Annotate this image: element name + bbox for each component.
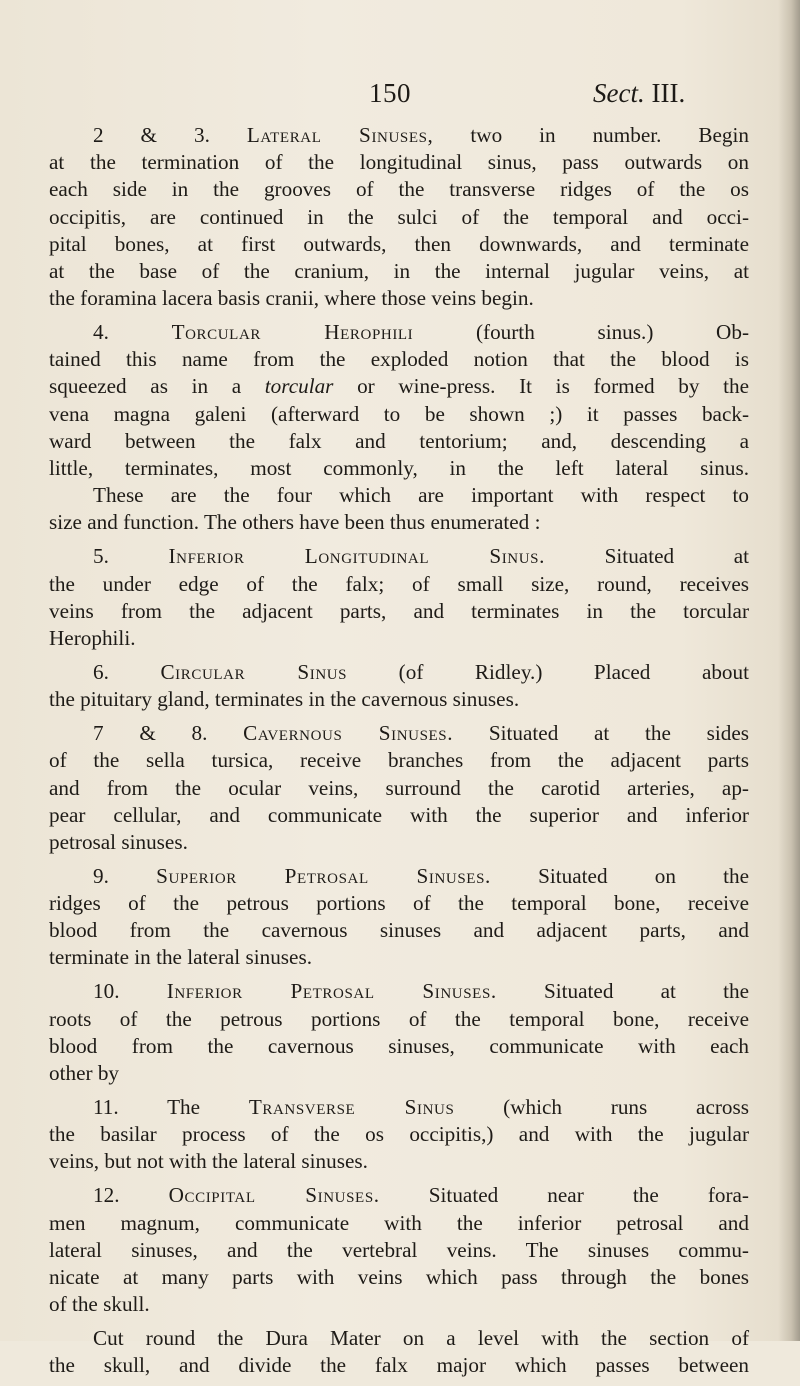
text-line: the pituitary gland, terminates in the cavernous sinuses. <box>49 687 520 712</box>
text-line: blood from the cavernous sinuses and adjacent parts, and <box>49 918 749 943</box>
text-line: squeezed as in a torcular or wine-press. It is formed by the <box>49 374 750 399</box>
text-line: of the sella tursica, receive branches from the adjacent parts <box>49 748 749 773</box>
section-reference <box>593 78 685 109</box>
text-line <box>49 319 749 346</box>
text-line: men magnum, communicate with the inferior petrosal and <box>49 1210 749 1235</box>
line-text: Situated near the fora- <box>379 1183 749 1208</box>
entry-heading: Inferior Petrosal Sinuses. <box>166 979 497 1004</box>
line-text: (which runs across <box>454 1094 749 1119</box>
paragraph-superior-petrosal-sinuses <box>49 863 749 972</box>
entry-number: 2 & 3. <box>93 123 210 147</box>
text-line: pear cellular, and communicate with the superior and inferior <box>49 802 749 827</box>
text-line: nicate at many parts with veins which pass through the bones <box>49 1264 749 1289</box>
text-line <box>49 543 749 570</box>
line-text: Situated at the sides <box>453 721 749 746</box>
entry-heading: Torcular Herophili <box>171 320 414 345</box>
text-line <box>49 1094 749 1121</box>
line-text: Situated at <box>545 544 749 569</box>
entry-heading: Transverse Sinus <box>248 1094 455 1119</box>
text-line: terminate in the lateral sinuses. <box>49 945 312 970</box>
body-text <box>49 122 749 1386</box>
entry-number: 9. <box>93 863 109 888</box>
entry-number: 6. <box>93 659 109 684</box>
paragraph-dura-mater <box>49 1325 749 1379</box>
text-line <box>49 863 749 890</box>
line-text: Situated on the <box>490 863 750 888</box>
text-line: of the skull. <box>49 1292 150 1317</box>
text-line: Cut round the Dura Mater on a level with the section of <box>93 1326 749 1351</box>
text-line <box>49 659 749 686</box>
paragraph-circular-sinus <box>49 659 749 713</box>
italic-term: torcular <box>264 374 334 399</box>
text-line: lateral sinuses, and the vertebral veins. The sinuses commu- <box>49 1237 749 1262</box>
text-line <box>49 978 749 1005</box>
entry-number: 4. <box>93 320 109 345</box>
text-line: ward between the falx and tentorium; and, descending a <box>49 428 749 453</box>
entry-number: 12. <box>93 1183 120 1208</box>
line-text: two in number. Begin <box>433 123 750 147</box>
paragraph-cavernous-sinuses <box>49 720 749 856</box>
text-line <box>49 122 749 149</box>
text-line: Herophili. <box>49 625 136 650</box>
entry-heading: Inferior Longitudinal Sinus. <box>168 544 545 569</box>
entry-heading: Cavernous Sinuses. <box>243 721 454 746</box>
text-line: pital bones, at first outwards, then downwards, and terminate <box>49 231 749 256</box>
text-line: the basilar process of the os occipitis,) and with the jugular <box>49 1122 749 1147</box>
text-line: veins from the adjacent parts, and terminates in the torcular <box>49 598 749 623</box>
paragraph-lateral-sinuses <box>49 122 749 312</box>
text-line: little, terminates, most commonly, in the left lateral sinus. <box>49 456 749 481</box>
section-number: III. <box>651 78 686 108</box>
text-line: These are the four which are important with respect to <box>93 483 749 508</box>
text-line: and from the ocular veins, surround the carotid arteries, ap- <box>49 775 749 800</box>
page-number: 150 <box>369 78 411 108</box>
text-line: the foramina lacera basis cranii, where those veins begin. <box>49 286 534 311</box>
text-line <box>49 1182 749 1209</box>
paragraph-inferior-petrosal-sinuses <box>49 978 749 1087</box>
text-line: at the termination of the longitudinal sinus, pass outwards on <box>49 150 749 175</box>
text-line: vena magna galeni (afterward to be shown ;) it passes back- <box>49 401 749 426</box>
entry-heading: Lateral Sinuses, <box>246 123 434 147</box>
paragraph-transverse-sinus <box>49 1094 749 1176</box>
line-text: Situated at the <box>496 979 750 1004</box>
section-label: Sect. <box>593 78 645 108</box>
text-line: ridges of the petrous portions of the temporal bone, receive <box>49 891 749 916</box>
text-line: roots of the petrous portions of the temporal bone, receive <box>49 1006 749 1031</box>
text-line: veins, but not with the lateral sinuses. <box>49 1149 368 1174</box>
page-header <box>0 78 800 118</box>
entry-number: 5. <box>93 544 109 569</box>
paragraph-occipital-sinuses <box>49 1182 749 1318</box>
text-line: each side in the grooves of the transverse ridges of the os <box>49 177 749 202</box>
page-edge-shadow <box>778 0 800 1341</box>
text-line: size and function. The others have been thus enumerated : <box>49 510 541 535</box>
text-line: at the base of the cranium, in the internal jugular veins, at <box>49 258 749 283</box>
paragraph-inferior-longitudinal-sinus <box>49 543 749 652</box>
text-line: other by <box>49 1060 120 1085</box>
entry-number: 10. <box>93 979 120 1004</box>
paragraph-torcular-herophili <box>49 319 749 537</box>
entry-heading: Superior Petrosal Sinuses. <box>156 863 491 888</box>
entry-number: 11. <box>93 1094 119 1119</box>
text-line: occipitis, are continued in the sulci of the temporal and occi- <box>49 204 749 229</box>
text-line: the skull, and divide the falx major which passes between <box>49 1353 749 1378</box>
line-text: (of Ridley.) Placed about <box>347 659 750 684</box>
text-line: tained this name from the exploded notion that the blood is <box>49 347 749 372</box>
text-line <box>49 720 749 747</box>
line-text: (fourth sinus.) Ob- <box>413 320 749 345</box>
text-line: the under edge of the falx; of small size, round, receives <box>49 571 749 596</box>
entry-heading: Circular Sinus <box>160 659 348 684</box>
text-line: petrosal sinuses. <box>49 829 188 854</box>
text-line: blood from the cavernous sinuses, communicate with each <box>49 1033 749 1058</box>
entry-lead-word: The <box>167 1094 201 1119</box>
entry-number: 7 & 8. <box>93 721 208 746</box>
entry-heading: Occipital Sinuses. <box>168 1183 380 1208</box>
